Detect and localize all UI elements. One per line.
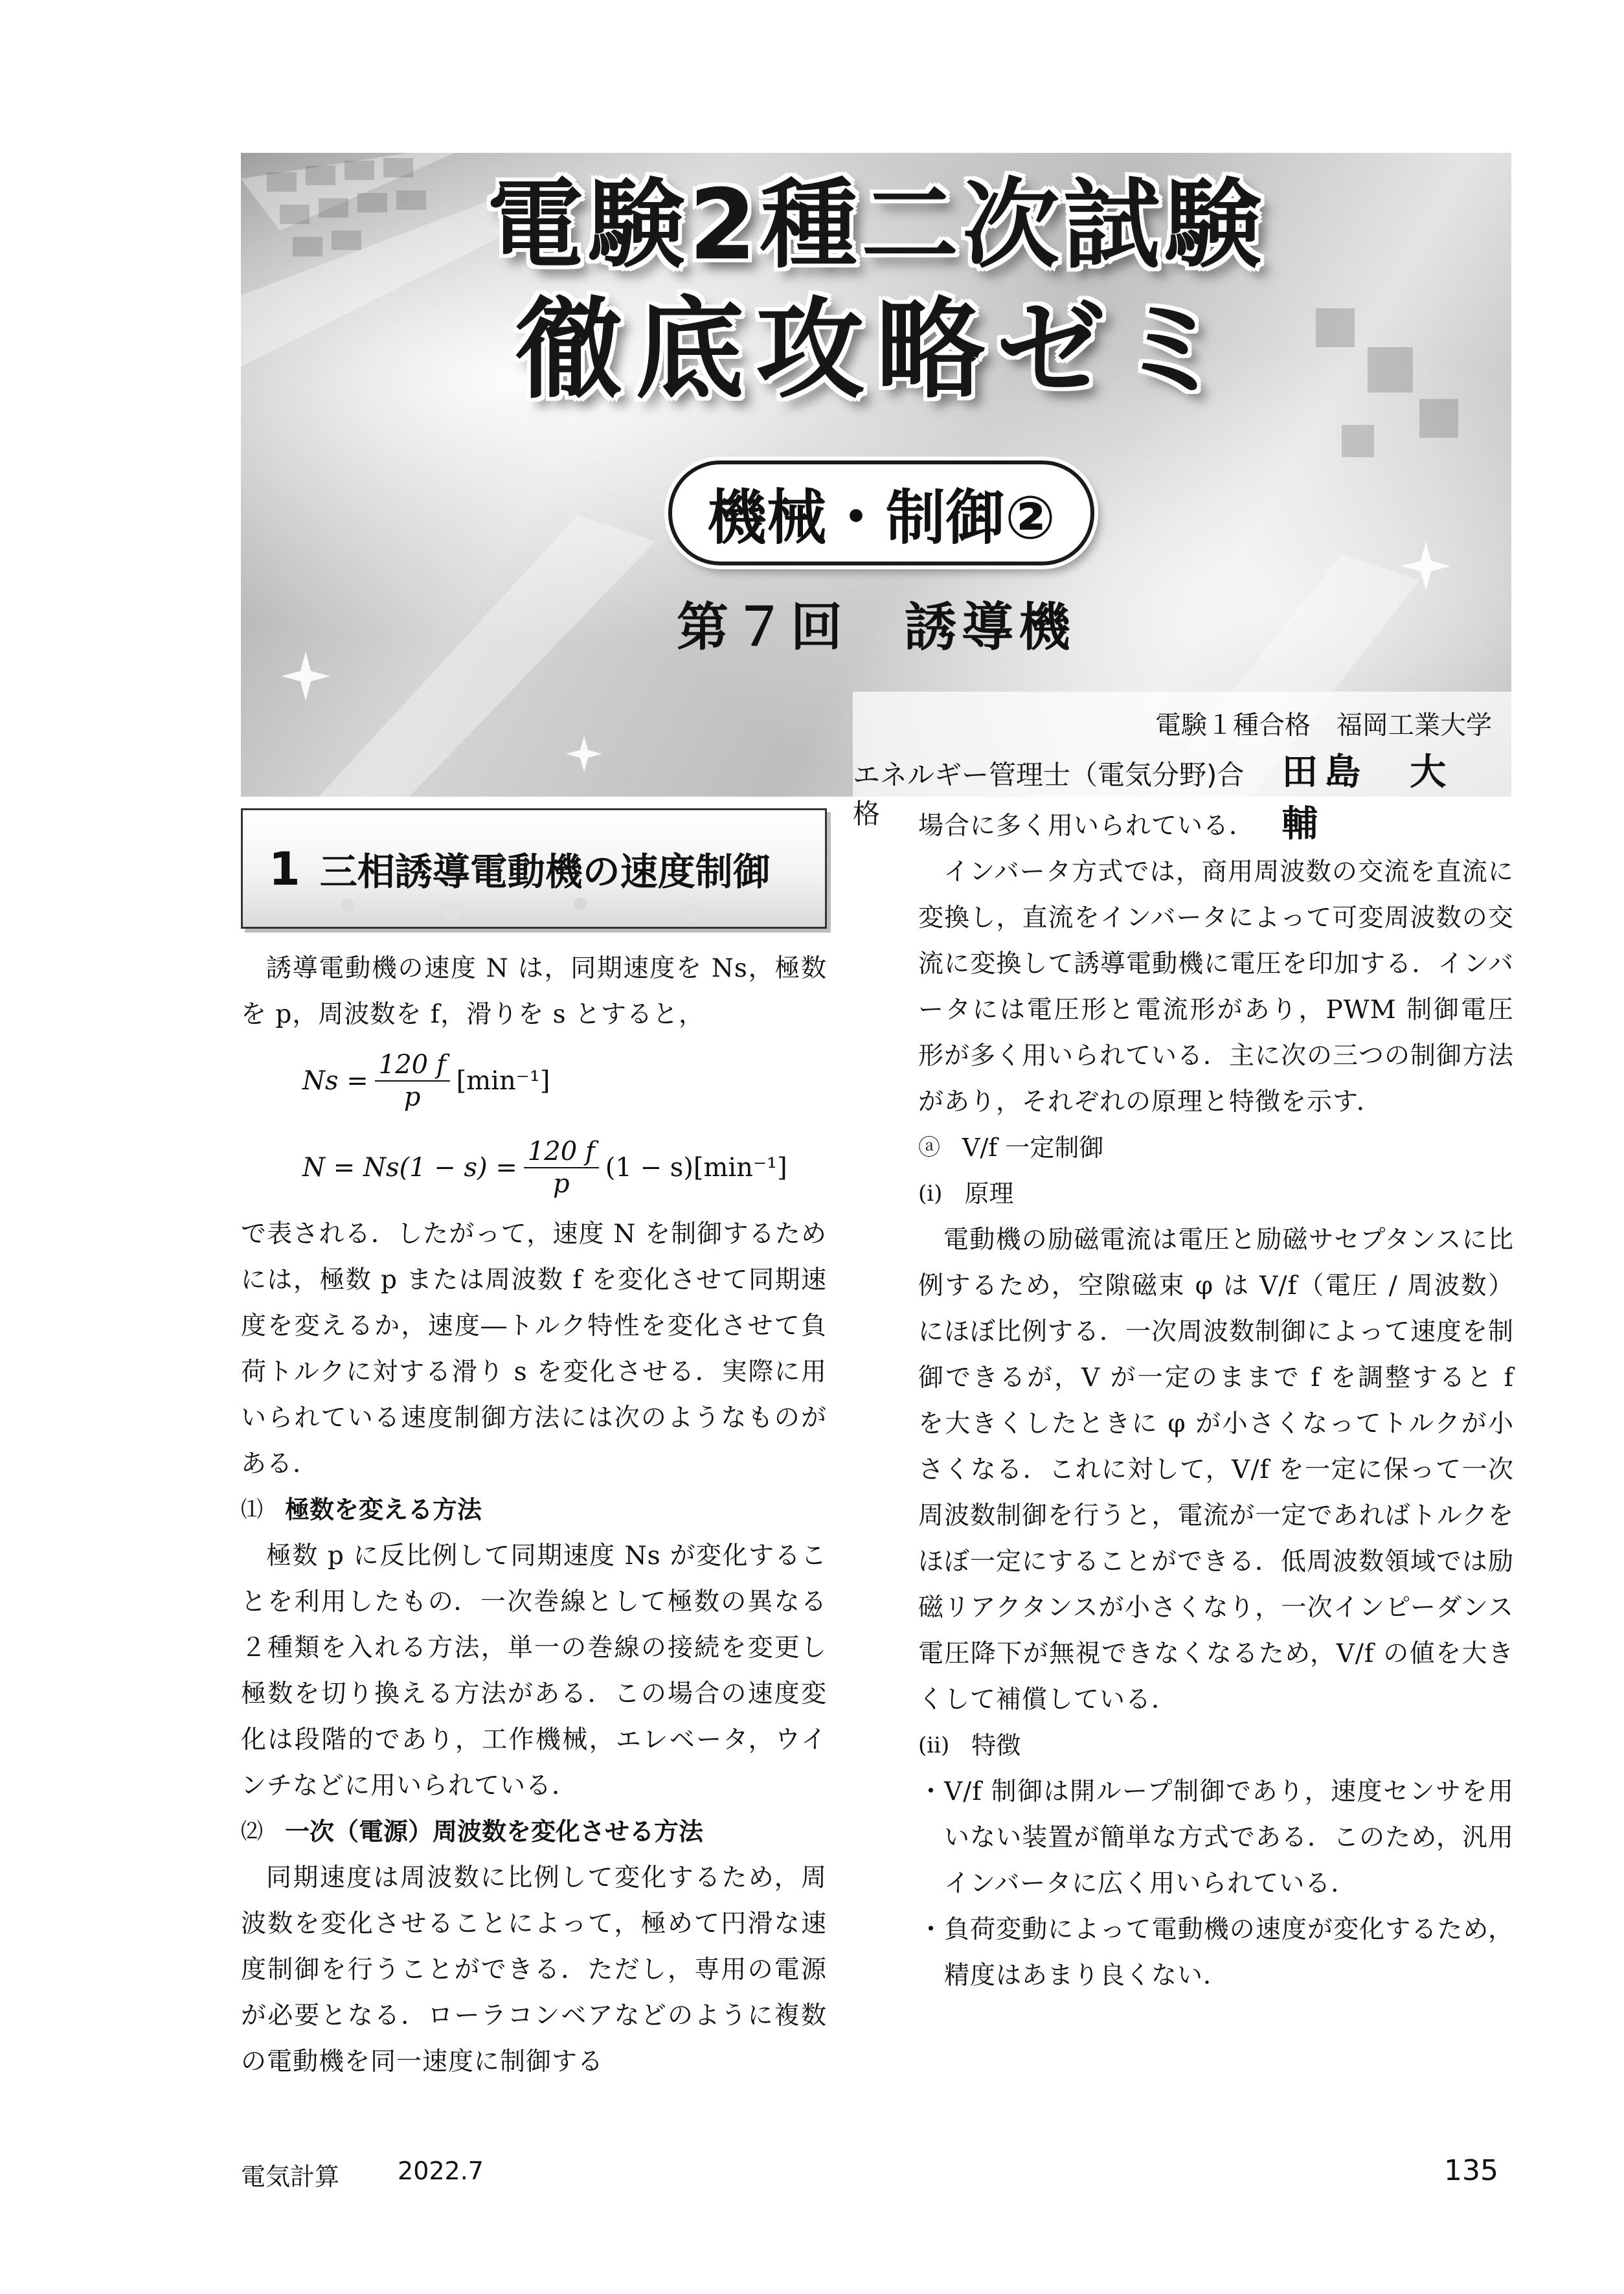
- banner-title-line2: 徹底攻略ゼミ: [515, 286, 1237, 413]
- subheading-pole-change: [241, 1487, 827, 1533]
- left-column: [241, 803, 827, 2085]
- subheading-text-1: 極数を変える方法: [285, 1495, 482, 1524]
- right-column: [918, 803, 1514, 1999]
- equation-ns: [241, 1038, 827, 1124]
- footer-magazine: 電気計算: [241, 2163, 340, 2191]
- bullet-mark: ・: [918, 1915, 944, 1944]
- subheading-features: [918, 1723, 1514, 1769]
- eq2-fraction: [524, 1136, 599, 1199]
- eq1-fraction: [375, 1049, 450, 1113]
- eq1-unit: [min⁻¹]: [456, 1066, 550, 1096]
- eq1-lhs: Ns =: [302, 1066, 368, 1096]
- eq2-rest: (1 − s)[min⁻¹]: [605, 1153, 787, 1183]
- page-number: 135: [1444, 2154, 1498, 2187]
- feature-bullet-1-text: V/f 制御は開ループ制御であり，速度センサを用いない装置が簡単な方式である．このため，汎用インバータに広く用いられている．: [944, 1777, 1514, 1898]
- feature-bullet-2: [918, 1907, 1514, 1999]
- speed-control-paragraph: で表される．したがって，速度 N を制御するためには，極数 p または周波数 f を変化させて同期速度を変えるか，速度―トルク特性を変化させて負荷トルクに対する滑り s を変化させる．実際に用いられている速度制御方法には次のようなものがある．: [241, 1220, 827, 1479]
- section-number: 1: [269, 843, 300, 896]
- subheading-text-2: 一次（電源）周波数を変化させる方法: [285, 1817, 704, 1846]
- series-badge: 機械・制御②: [668, 460, 1094, 565]
- subheading-vf-control: [918, 1125, 1514, 1171]
- author-name: 田島 大輔: [1281, 751, 1453, 845]
- feature-bullet-2-text: 負荷変動によって電動機の速度が変化するため，精度はあまり良くない．: [944, 1915, 1514, 1990]
- subheading-text-i: 原理: [964, 1179, 1014, 1208]
- footer-issue: 2022.7: [398, 2157, 484, 2185]
- subheading-principle: [918, 1171, 1514, 1217]
- episode-title: 第７回 誘導機: [677, 597, 1076, 657]
- feature-bullet-1: [918, 1769, 1514, 1907]
- subheading-frequency-change: [241, 1809, 827, 1855]
- frequency-change-paragraph: 同期速度は周波数に比例して変化するため，周波数を変化させることによって，極めて円滑な速度制御を行うことができる．ただし，専用の電源が必要となる．ローラコンベアなどのように複数の電動機を同一速度に制御する: [241, 1863, 827, 2076]
- subheading-text-a: V/f 一定制御: [962, 1133, 1104, 1162]
- continuation-paragraph: 場合に多く用いられている．: [918, 812, 1256, 841]
- banner-title-line1: 電験2種二次試験: [486, 169, 1266, 282]
- subheading-number-i: (i): [918, 1181, 943, 1207]
- eq1-denominator: p: [403, 1082, 421, 1112]
- subheading-text-ii: 特徴: [971, 1731, 1021, 1760]
- section-heading-box: [241, 808, 827, 929]
- equation-n: [241, 1124, 827, 1211]
- subheading-number-1: ⑴: [241, 1497, 263, 1523]
- author-credential-1: 電験１種合格 福岡工業大学: [1155, 710, 1492, 740]
- eq2-numerator: 120 f: [524, 1136, 599, 1168]
- inverter-paragraph: インバータ方式では，商用周波数の交流を直流に変換し，直流をインバータによって可変周波数の交流に変換して誘導電動機に電圧を印加する．インバータには電圧形と電流形があり，PWM 制御電圧形が多く用いられている．主に次の三つの制御方法があり，それぞれの原理と特徴を示す．: [918, 857, 1515, 1117]
- intro-paragraph: 誘導電動機の速度 N は，同期速度を Ns，極数を p，周波数を f，滑りを s とすると，: [241, 954, 827, 1029]
- author-credential-2: エネルギー管理士（電気分野)合格: [853, 759, 1245, 830]
- section-title: [269, 841, 771, 896]
- subheading-number-a: ⓐ: [918, 1135, 940, 1161]
- eq2-denominator: p: [552, 1169, 570, 1199]
- eq1-numerator: 120 f: [375, 1049, 450, 1082]
- eq2-lhs: N = Ns(1 − s) =: [302, 1153, 517, 1183]
- pole-change-paragraph: 極数 p に反比例して同期速度 Ns が変化することを利用したもの．一次巻線として極数の異なる２種類を入れる方法，単一の巻線の接続を変更し極数を切り換える方法がある．この場合の速度変化は段階的であり，工作機械，エレベータ，ウインチなどに用いられている．: [241, 1541, 827, 1800]
- section-title-text: 三相誘導電動機の速度制御: [319, 850, 771, 894]
- subheading-number-ii: (ii): [918, 1732, 950, 1758]
- subheading-number-2: ⑵: [241, 1819, 263, 1845]
- bullet-mark: ・: [918, 1777, 944, 1806]
- footer-magazine-info: [241, 2157, 484, 2192]
- principle-paragraph: 電動機の励磁電流は電圧と励磁サセプタンスに比例するため，空隙磁束 φ は V/f（電圧 / 周波数）にほぼ比例する．一次周波数制御によって速度を制御できるが，V が一定のままで f を調整すると f を大きくしたときに φ が小さくなってトルクが小さくなる．これに対して，V/f を一定に保って一次周波数制御を行うと，電流が一定であればトルクをほぼ一定にすることができる．低周波数領域では励磁リアクタンスが小さくなり，一次インピーダンス電圧降下が無視できなくなるため，V/f の値を大きくして補償している．: [918, 1225, 1515, 1714]
